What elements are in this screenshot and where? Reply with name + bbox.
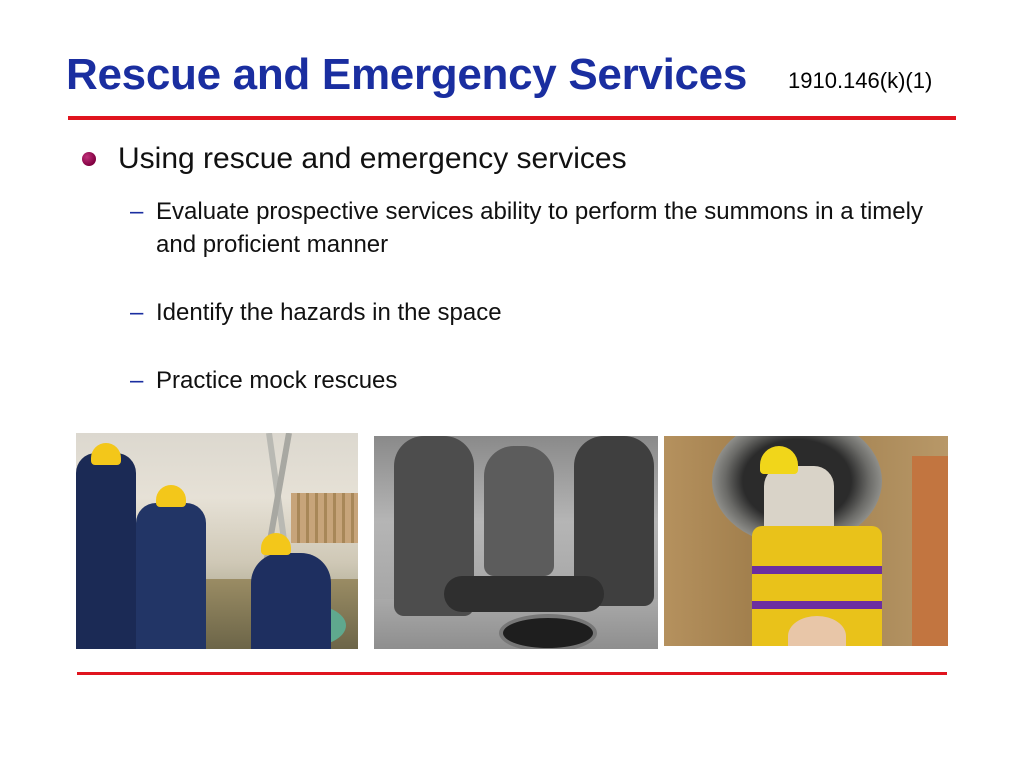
regulation-citation: 1910.146(k)(1) [788,68,933,93]
slide-title: Rescue and Emergency Services [66,50,748,99]
sub-bullet-text: Identify the hazards in the space [156,299,502,326]
title-divider [68,116,956,120]
sub-bullet-evaluate [130,195,946,261]
sub-bullet-text: Evaluate prospective services ability to perform the summons in a timely and proficient manner [156,198,923,258]
sub-bullet-practice [130,364,946,397]
main-bullet-text: Using rescue and emergency services [118,142,627,175]
dash-icon: – [130,198,144,225]
black-white-rescue-photo [374,436,658,649]
dash-icon: – [130,299,144,326]
bullet-dot-icon [82,152,96,166]
confined-space-mock-rescue-photo [664,436,948,646]
main-bullet [82,142,627,176]
rescue-team-manhole-photo [76,433,358,649]
dash-icon: – [130,367,144,394]
bottom-divider [77,672,947,675]
sub-bullet-identify-hazards [130,296,946,329]
sub-bullet-text: Practice mock rescues [156,367,398,394]
